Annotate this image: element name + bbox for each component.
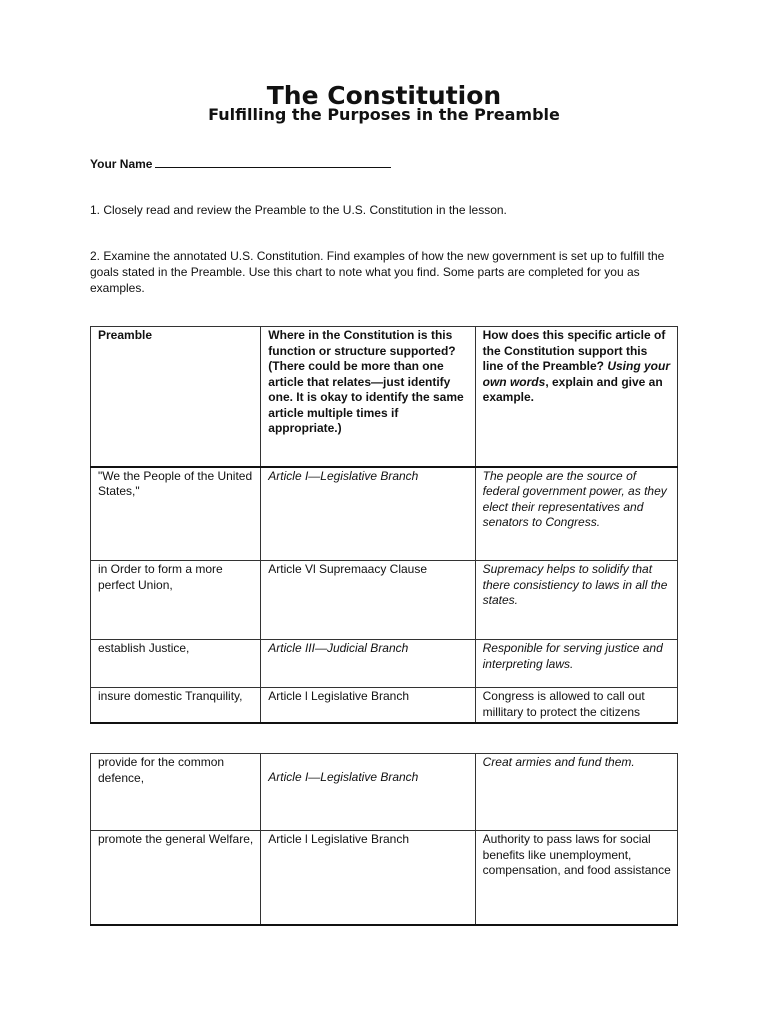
preamble-cell[interactable]: in Order to form a more perfect Union, [91, 561, 261, 640]
header-col3-italic: Using your own words [482, 359, 671, 389]
explanation-cell[interactable]: Responible for serving justice and interpreting laws. [475, 640, 677, 688]
article-cell[interactable]: Article I—Legislative Branch [261, 467, 475, 561]
table-row [91, 831, 678, 925]
header-col3-suffix: , explain and give an example. [482, 374, 663, 404]
explanation-cell[interactable]: Supremacy helps to solidify that there consistiency to laws in all the states. [475, 561, 677, 640]
preamble-cell[interactable]: "We the People of the United States," [91, 467, 261, 561]
header-where-in-constitution: Where in the Constitution is this function or structure supported? (There could be more than one article that relates—just identify one. It is okay to identify the same article multiple times if appropriate.) [261, 327, 475, 467]
preamble-chart-table-1 [90, 326, 678, 724]
name-label: Your Name [90, 157, 153, 171]
article-cell[interactable]: Article Vl Supremaacy Clause [261, 561, 475, 640]
article-cell[interactable]: Article l Legislative Branch [261, 688, 475, 724]
explanation-cell[interactable]: Creat armies and fund them. [475, 754, 677, 831]
table-row [91, 754, 678, 831]
instruction-step-2: 2. Examine the annotated U.S. Constitution. Find examples of how the new government is set up to fulfill the goals stated in the Preamble. Use this chart to note what you find. Some parts are completed for you as examples. [90, 249, 665, 295]
page-title: The Constitution [266, 81, 502, 110]
table-row [91, 688, 678, 724]
page-subtitle: Fulfilling the Purposes in the Preamble [208, 105, 560, 124]
name-blank-line[interactable] [155, 155, 391, 168]
preamble-cell[interactable]: provide for the common defence, [91, 754, 261, 831]
name-field[interactable] [90, 155, 391, 172]
preamble-chart-table-2 [90, 753, 678, 926]
header-col3-prefix: How does this specific article of the Constitution support this line of the Preamble? [482, 328, 666, 373]
explanation-cell[interactable]: The people are the source of federal government power, as they elect their representatives and senators to Congress. [475, 467, 677, 561]
explanation-cell[interactable]: Congress is allowed to call out millitary to protect the citizens [475, 688, 677, 724]
table-row [91, 640, 678, 688]
header-preamble: Preamble [91, 327, 261, 467]
table-row [91, 561, 678, 640]
preamble-cell[interactable]: promote the general Welfare, [91, 831, 261, 925]
table-header-row [91, 327, 678, 467]
preamble-cell[interactable]: insure domestic Tranquility, [91, 688, 261, 724]
article-cell[interactable]: Article I—Legislative Branch [261, 754, 475, 831]
article-cell[interactable]: Article l Legislative Branch [261, 831, 475, 925]
header-how-does-article-support [475, 327, 677, 467]
table-row [91, 467, 678, 561]
preamble-cell[interactable]: establish Justice, [91, 640, 261, 688]
instruction-step-1: 1. Closely read and review the Preamble to the U.S. Constitution in the lesson. [90, 203, 507, 217]
explanation-cell[interactable]: Authority to pass laws for social benefits like unemployment, compensation, and food assistance [475, 831, 677, 925]
article-cell[interactable]: Article III—Judicial Branch [261, 640, 475, 688]
